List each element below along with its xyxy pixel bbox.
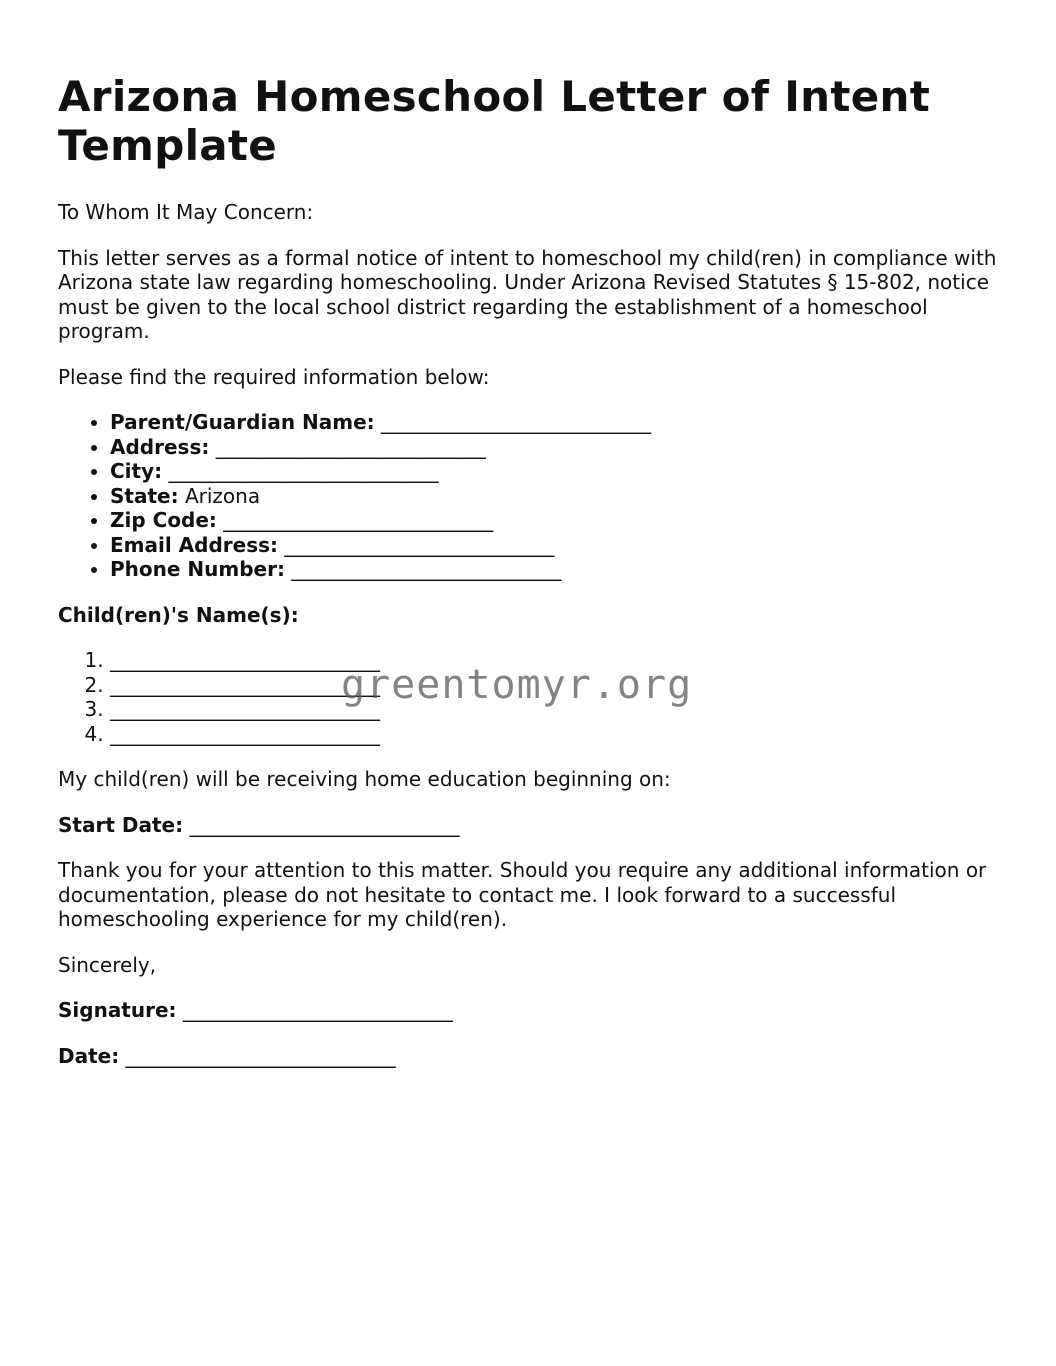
- child-name-item: [110, 673, 1008, 698]
- child-name-blank[interactable]: ___________________________: [110, 648, 380, 672]
- start-sentence: My child(ren) will be receiving home education beginning on:: [58, 767, 671, 791]
- field-city: [110, 459, 1008, 484]
- field-blank[interactable]: ___________________________: [168, 459, 439, 483]
- field-label: State:: [110, 483, 179, 508]
- info-prompt: Please find the required information below:: [58, 364, 490, 389]
- children-list: [58, 648, 1008, 746]
- field-value: Arizona: [184, 483, 261, 508]
- signature-blank[interactable]: ___________________________: [182, 998, 453, 1022]
- field-phone: [110, 557, 1008, 582]
- date-line: [58, 1044, 1008, 1069]
- child-name-item: [110, 697, 1008, 722]
- field-address: [110, 435, 1008, 460]
- start-date-line: [58, 813, 1008, 838]
- signoff: Sincerely,: [58, 952, 157, 977]
- letter-document: [58, 72, 1008, 1089]
- signature-line: [58, 998, 1008, 1023]
- child-name-item: [110, 648, 1008, 673]
- contact-fields-list: [58, 410, 1008, 582]
- field-label: Address:: [110, 434, 210, 459]
- field-email: [110, 533, 1008, 558]
- page-title: Arizona Homeschool Letter of Intent Template: [58, 72, 931, 170]
- field-blank[interactable]: ___________________________: [223, 508, 494, 532]
- start-date-blank[interactable]: ___________________________: [189, 812, 460, 837]
- field-label: Zip Code:: [110, 508, 217, 532]
- child-name-item: [110, 722, 1008, 747]
- start-date-label: Start Date:: [58, 812, 184, 837]
- field-state: [110, 484, 1008, 509]
- field-blank[interactable]: ___________________________: [215, 434, 486, 459]
- child-name-blank[interactable]: ___________________________: [110, 697, 380, 721]
- field-zip-code: [110, 508, 1008, 533]
- field-label: City:: [110, 459, 163, 483]
- field-label: Email Address:: [110, 532, 279, 557]
- salutation: To Whom It May Concern:: [58, 200, 314, 224]
- field-label: Parent/Guardian Name:: [110, 410, 375, 434]
- watermark: greentomyr.org: [341, 662, 693, 708]
- field-blank[interactable]: ___________________________: [284, 532, 555, 557]
- children-heading: Child(ren)'s Name(s):: [58, 602, 299, 627]
- child-name-blank[interactable]: ___________________________: [110, 672, 380, 697]
- field-label: Phone Number:: [110, 557, 285, 581]
- field-blank[interactable]: ___________________________: [291, 557, 562, 581]
- field-blank[interactable]: ___________________________: [381, 410, 652, 434]
- date-blank[interactable]: ___________________________: [125, 1043, 396, 1068]
- date-label: Date:: [58, 1043, 120, 1068]
- closing-paragraph: Thank you for your attention to this matter. Should you require any additional information or documentation, please do not hesitate to contact me. I look forward to a successful homeschooling experience for my child(ren).: [58, 858, 987, 931]
- field-parent-name: [110, 410, 1008, 435]
- intro-paragraph: This letter serves as a formal notice of intent to homeschool my child(ren) in compliance with Arizona state law regarding homeschooling. Under Arizona Revised Statutes § 15-802, notice must be given to the local school district regarding the establishment of a homeschool program.: [58, 245, 997, 343]
- signature-label: Signature:: [58, 998, 177, 1022]
- child-name-blank[interactable]: ___________________________: [110, 721, 380, 746]
